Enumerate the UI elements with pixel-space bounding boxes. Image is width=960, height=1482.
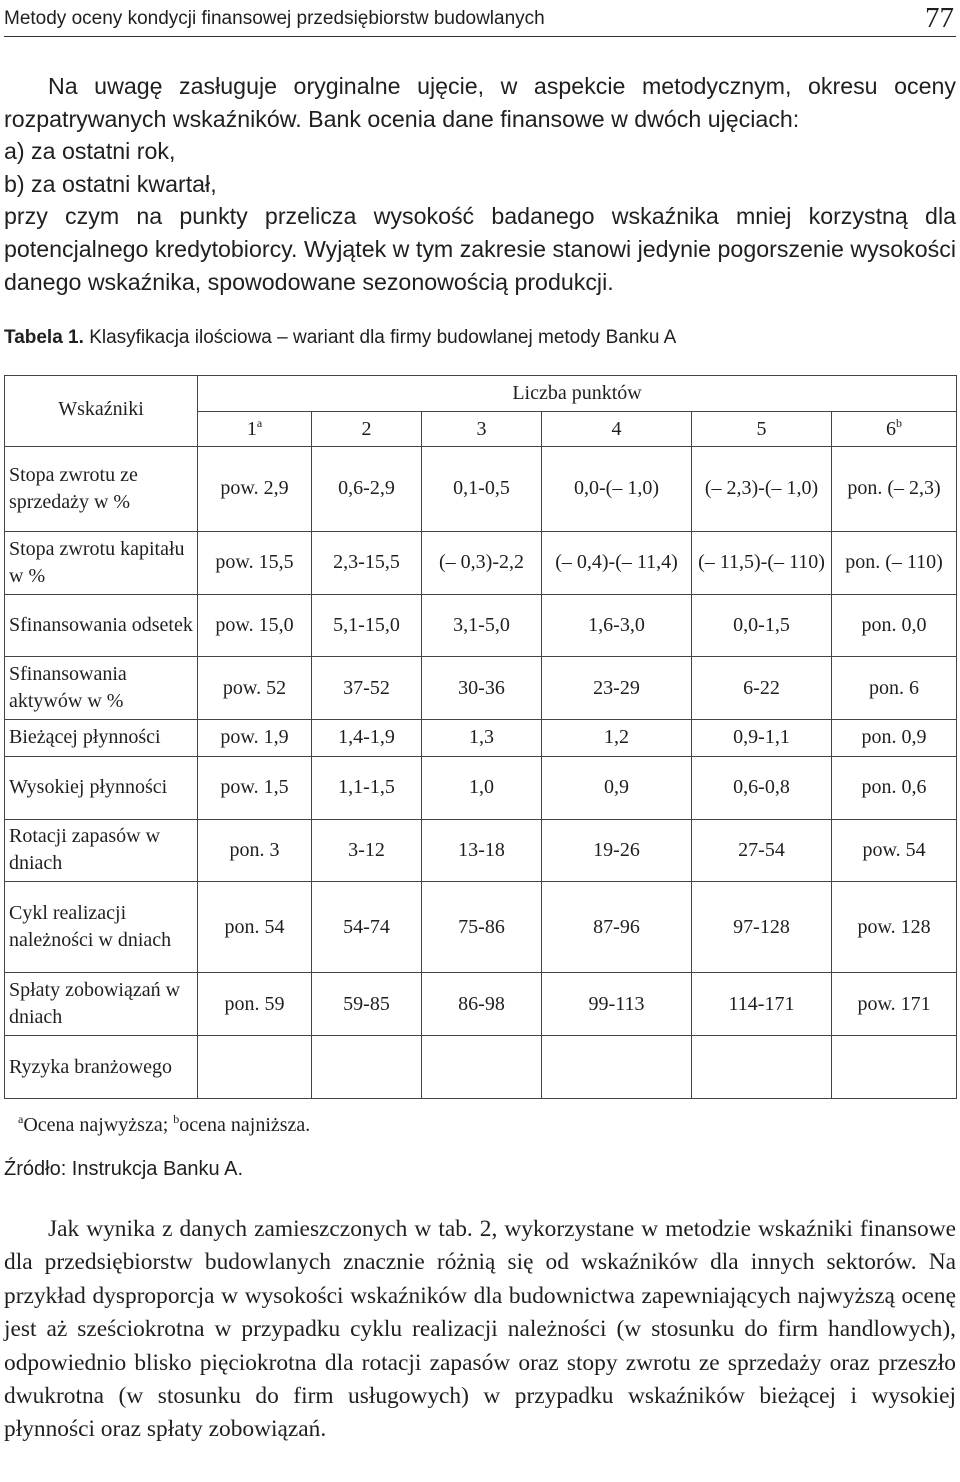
column-header-liczba-punktow: Liczba punktów — [198, 376, 957, 412]
table-cell: 1,0 — [422, 756, 542, 819]
row-label: Sfinansowania aktywów w % — [5, 657, 198, 720]
table-cell: 1,4-1,9 — [312, 720, 422, 756]
table-footnote — [18, 1114, 310, 1137]
row-label: Stopa zwrotu ze sprzedaży w % — [5, 446, 198, 531]
table-cell: pow. 1,9 — [198, 720, 312, 756]
row-label: Bieżącej płynności — [5, 720, 198, 756]
page-number: 77 — [925, 2, 954, 34]
table-cell: 3,1-5,0 — [422, 594, 542, 657]
table-cell: pow. 15,0 — [198, 594, 312, 657]
column-header-wskazniki: Wskaźniki — [5, 376, 198, 447]
table-source: Źródło: Instrukcja Banku A. — [4, 1158, 244, 1180]
table-caption-text: Klasyfikacja ilościowa – wariant dla firmy budowlanej metody Banku A — [89, 327, 677, 348]
table-cell: 0,9 — [542, 756, 692, 819]
table-cell: 0,6-0,8 — [692, 756, 832, 819]
table-cell: (– 0,4)-(– 11,4) — [542, 531, 692, 594]
table-cell: pon. 59 — [198, 973, 312, 1036]
footnote-text-b: ocena najniższa. — [179, 1114, 311, 1136]
table-cell: 0,9-1,1 — [692, 720, 832, 756]
table-cell — [832, 1036, 957, 1099]
list-item-a: a) za ostatni rok, — [4, 138, 176, 165]
table-row — [5, 756, 957, 819]
table-row — [5, 446, 957, 531]
table-body — [5, 376, 957, 1099]
table-cell: 23-29 — [542, 657, 692, 720]
table-cell: 2,3-15,5 — [312, 531, 422, 594]
table-cell — [692, 1036, 832, 1099]
table-cell: 86-98 — [422, 973, 542, 1036]
table-cell — [542, 1036, 692, 1099]
table-cell: 0,1-0,5 — [422, 446, 542, 531]
column-header-5: 5 — [692, 412, 832, 446]
table-cell: 99-113 — [542, 973, 692, 1036]
table-cell: 6-22 — [692, 657, 832, 720]
table-cell: 59-85 — [312, 973, 422, 1036]
table-cell: 97-128 — [692, 882, 832, 973]
table-cell: 27-54 — [692, 819, 832, 882]
table-row — [5, 594, 957, 657]
row-label: Spłaty zobowiązań w dniach — [5, 973, 198, 1036]
table-cell: pow. 171 — [832, 973, 957, 1036]
table-cell: pow. 52 — [198, 657, 312, 720]
table-cell: 0,6-2,9 — [312, 446, 422, 531]
column-header-4: 4 — [542, 412, 692, 446]
list-item-b: b) za ostatni kwartał, — [4, 170, 217, 197]
intro-text — [4, 70, 956, 298]
table-cell: 37-52 — [312, 657, 422, 720]
table-cell: pow. 2,9 — [198, 446, 312, 531]
column-header-6: 6$^b$ — [832, 412, 957, 446]
column-header-1: 1$^a$ — [198, 412, 312, 446]
header-title: Metody oceny kondycji finansowej przedsiębiorstw budowlanych — [4, 8, 545, 29]
table-cell: 5,1-15,0 — [312, 594, 422, 657]
column-header-2: 2 — [312, 412, 422, 446]
table-cell: pon. 0,9 — [832, 720, 957, 756]
table-cell: pow. 54 — [832, 819, 957, 882]
table-row — [5, 531, 957, 594]
table-cell: pon. 0,6 — [832, 756, 957, 819]
closing-paragraph: Jak wynika z danych zamieszczonych w tab. 2, wykorzystane w metodzie wskaźniki finansowe dla przedsiębiorstw budowlanych znacznie różnią się od wskaźników dla innych sektorów. Na przykład dysproporcja w wysokości wskaźników dla budownictwa zapewniających najwyższą ocenę jest aż sześciokrotna w przypadku cyklu realizacji należności (w stosunku do firm handlowych), odpowiednio blisko pięciokrotna dla rotacji zapasów oraz stopy zwrotu ze sprzedaży oraz przeszło dwukrotna (w stosunku do firm usługowych) w przypadku wskaźników bieżącej i wysokiej płynności oraz spłaty zobowiązań. — [4, 1216, 956, 1443]
table-row — [5, 973, 957, 1036]
table-row — [5, 882, 957, 973]
table-cell: pon. 0,0 — [832, 594, 957, 657]
running-header — [4, 2, 956, 37]
table-caption — [4, 327, 956, 349]
table-row — [5, 657, 957, 720]
table-row — [5, 819, 957, 882]
table-cell: 0,0-(– 1,0) — [542, 446, 692, 531]
row-label: Stopa zwrotu kapitału w % — [5, 531, 198, 594]
table-cell: (– 11,5)-(– 110) — [692, 531, 832, 594]
table-cell: 0,0-1,5 — [692, 594, 832, 657]
row-label: Rotacji zapasów w dniach — [5, 819, 198, 882]
footnote-marker-b: b — [173, 1112, 180, 1126]
table-cell: 19-26 — [542, 819, 692, 882]
table-cell: 1,6-3,0 — [542, 594, 692, 657]
table-cell: pow. 128 — [832, 882, 957, 973]
closing-text — [4, 1213, 956, 1447]
table-cell — [312, 1036, 422, 1099]
table-cell: 1,1-1,5 — [312, 756, 422, 819]
column-header-3: 3 — [422, 412, 542, 446]
table-cell: pon. (– 2,3) — [832, 446, 957, 531]
row-label: Sfinansowania odsetek — [5, 594, 198, 657]
table-cell: (– 2,3)-(– 1,0) — [692, 446, 832, 531]
row-label: Ryzyka branżowego — [5, 1036, 198, 1099]
table-caption-label: Tabela 1. — [4, 327, 84, 348]
row-label: Wysokiej płynności — [5, 756, 198, 819]
table-row — [5, 1036, 957, 1099]
intro-paragraph: Na uwagę zasługuje oryginalne ujęcie, w aspekcie metodycznym, okresu oceny rozpatrywanych wskaźników. Bank ocenia dane finansowe w dwóch ujęciach: — [4, 73, 956, 132]
table-cell: 1,3 — [422, 720, 542, 756]
table-cell: 75-86 — [422, 882, 542, 973]
table-cell: 114-171 — [692, 973, 832, 1036]
table-cell: 87-96 — [542, 882, 692, 973]
intro-paragraph-continued: przy czym na punkty przelicza wysokość badanego wskaźnika mniej korzystną dla potencjalnego kredytobiorcy. Wyjątek w tym zakresie stanowi jedynie pogorszenie wysokości danego wskaźnika, spowodowane sezonowością produkcji. — [4, 203, 956, 295]
table-cell — [422, 1036, 542, 1099]
table-cell — [198, 1036, 312, 1099]
table-cell: 1,2 — [542, 720, 692, 756]
table-cell: pon. (– 110) — [832, 531, 957, 594]
footnote-text-a: Ocena najwyższa; — [23, 1114, 169, 1136]
table-cell: 30-36 — [422, 657, 542, 720]
table-cell: pon. 3 — [198, 819, 312, 882]
table-row — [5, 720, 957, 756]
footnote-marker-a: a — [18, 1112, 24, 1126]
table-header-row — [5, 376, 957, 412]
row-label: Cykl realizacji należności w dniach — [5, 882, 198, 973]
table-cell: (– 0,3)-2,2 — [422, 531, 542, 594]
table-cell: pon. 54 — [198, 882, 312, 973]
table-cell: 3-12 — [312, 819, 422, 882]
table-cell: pow. 1,5 — [198, 756, 312, 819]
table-cell: pow. 15,5 — [198, 531, 312, 594]
points-table — [4, 375, 957, 1099]
table-cell: 54-74 — [312, 882, 422, 973]
table-cell: 13-18 — [422, 819, 542, 882]
table-cell: pon. 6 — [832, 657, 957, 720]
